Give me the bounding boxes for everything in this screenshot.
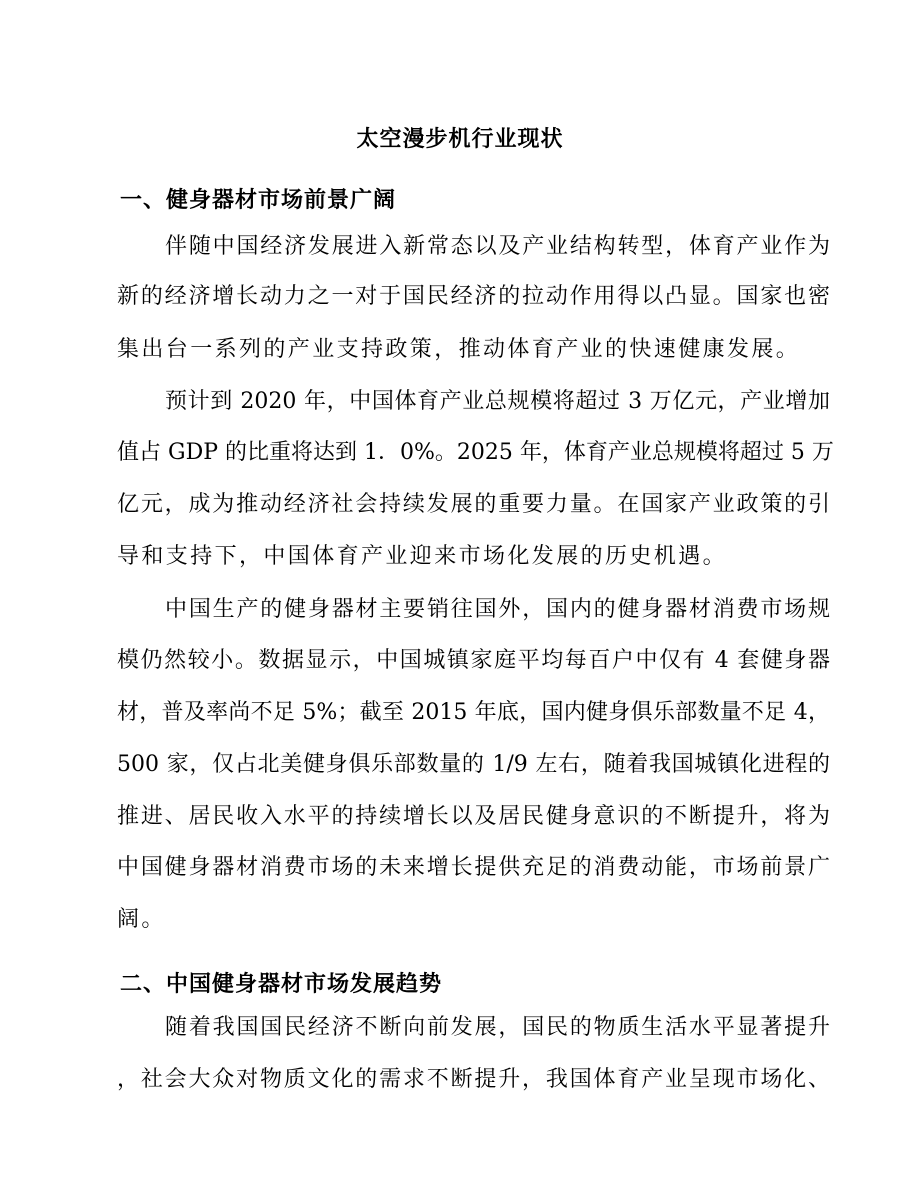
document-title: 太空漫步机行业现状 [356,126,564,152]
section-heading-1: 一、健身器材市场前景广阔 [120,187,397,213]
paragraph-line: 模仍然较小。数据显示，中国城镇家庭平均每百户中仅有 4 套健身器 [117,648,830,673]
section-heading-2: 二、中国健身器材市场发展趋势 [120,971,443,997]
paragraph-line: 导和支持下，中国体育产业迎来市场化发展的历史机遇。 [117,544,728,569]
paragraph-line: ，社会大众对物质文化的需求不断提升，我国体育产业呈现市场化、 [117,1067,830,1092]
paragraph-line: 亿元，成为推动经济社会持续发展的重要力量。在国家产业政策的引 [117,492,830,517]
paragraph-line: 阔。 [117,907,166,932]
paragraph-line: 值占 GDP 的比重将达到 1．0%。2025 年，体育产业总规模将超过 5 万 [117,440,834,465]
paragraph-line: 材，普及率尚不足 5%；截至 2015 年底，国内健身俱乐部数量不足 4， [117,700,830,725]
paragraph-line: 新的经济增长动力之一对于国民经济的拉动作用得以凸显。国家也密 [117,284,830,309]
paragraph-line: 预计到 2020 年，中国体育产业总规模将超过 3 万亿元，产业增加 [165,389,830,414]
paragraph-line: 500 家，仅占北美健身俱乐部数量的 1/9 左右，随着我国城镇化进程的 [117,752,830,777]
paragraph-line: 推进、居民收入水平的持续增长以及居民健身意识的不断提升，将为 [117,804,830,829]
paragraph-line: 随着我国国民经济不断向前发展，国民的物质生活水平显著提升 [165,1015,830,1040]
paragraph-line: 集出台一系列的产业支持政策，推动体育产业的快速健康发展。 [117,337,801,362]
paragraph-line: 中国生产的健身器材主要销往国外，国内的健身器材消费市场规 [165,597,830,622]
paragraph-line: 中国健身器材消费市场的未来增长提供充足的消费动能，市场前景广 [117,855,830,880]
paragraph-line: 伴随中国经济发展进入新常态以及产业结构转型，体育产业作为 [165,234,830,259]
